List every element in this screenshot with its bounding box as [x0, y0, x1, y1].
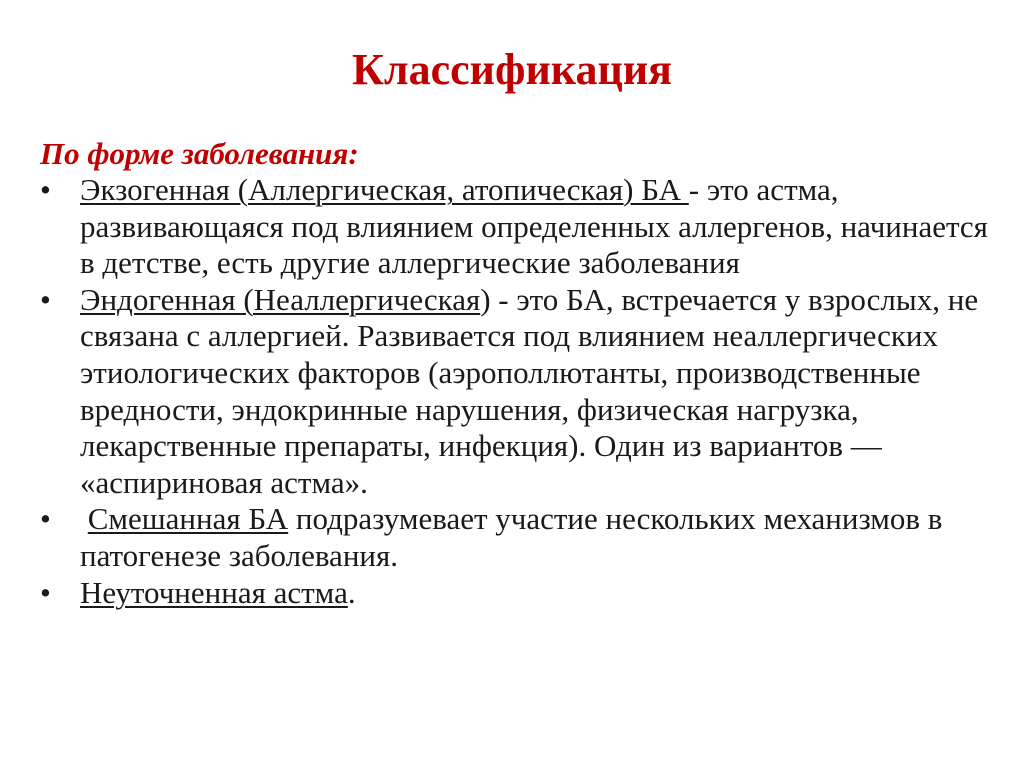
- term-endogenous: Эндогенная (Неаллергическая: [80, 281, 481, 317]
- list-item-unspecified: [40, 575, 1000, 612]
- description-exogenous: - это астма, развивающаяся под влиянием определенных аллергенов, начинается в детстве, есть другие аллергические заболевания: [80, 172, 988, 281]
- slide-title: Классификация: [352, 45, 672, 94]
- bullet: •: [40, 574, 51, 610]
- classification-list: [40, 172, 1000, 611]
- description-unspecified: .: [347, 574, 356, 610]
- bullet: •: [40, 172, 51, 207]
- list-item-endogenous: [40, 282, 1000, 502]
- list-item-mixed: [40, 501, 1000, 574]
- bullet: •: [40, 281, 51, 317]
- term-mixed: Смешанная БА: [87, 501, 289, 537]
- term-exogenous: Экзогенная (Аллергическая, атопическая) БА: [80, 172, 689, 207]
- term-unspecified: Неуточненная астма: [80, 574, 348, 610]
- lead-space: [80, 501, 88, 536]
- bullet: •: [40, 501, 51, 537]
- description-endogenous: ) - это БА, встречается у взрослых, не связана с аллергией. Развивается под влиянием неаллергических этиологических факторов (аэрополлютанты, производственные вредности, эндокринные нарушения, физическая нагрузка, лекарственные препараты, инфекция). Один из вариантов — «аспириновая астма».: [80, 281, 979, 500]
- section-subheading: По форме заболевания:: [40, 136, 359, 171]
- description-mixed: подразумевает участие нескольких механизмов в патогенезе заболевания.: [80, 501, 943, 573]
- slide-content: [40, 136, 1000, 611]
- list-item-exogenous: [40, 172, 1000, 282]
